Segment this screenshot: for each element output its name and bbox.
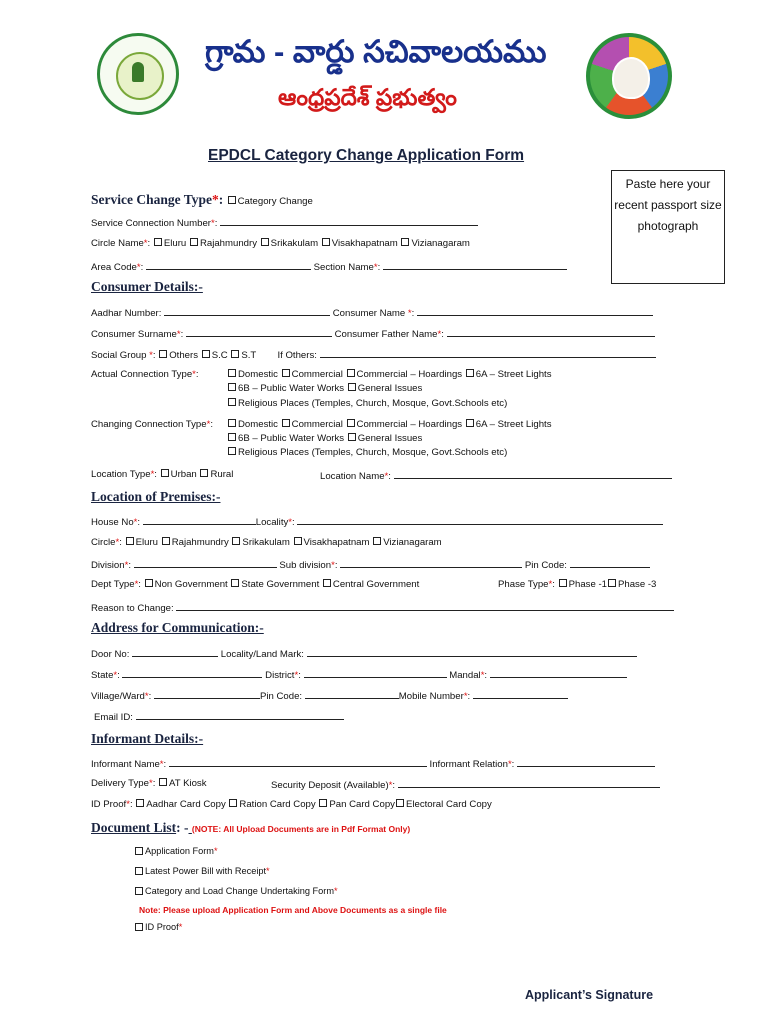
circle-eluru-checkbox[interactable] — [154, 238, 162, 246]
doc-id-proof-checkbox[interactable] — [135, 923, 143, 931]
premises-visakhapatnam-checkbox[interactable] — [294, 537, 302, 545]
house-no-row: House No*: Locality*: — [91, 515, 680, 528]
id-ration-checkbox[interactable] — [229, 799, 237, 807]
circle-srikakulam-checkbox[interactable] — [261, 238, 269, 246]
premises-circle-row: Circle*: Eluru Rajahmundry Srikakulam Visakhapatnam Vizianagaram — [91, 537, 442, 548]
division-row: Division*: Sub division*: Pin Code: — [91, 558, 680, 571]
dept-nongov-checkbox[interactable] — [145, 579, 153, 587]
id-aadhar-checkbox[interactable] — [136, 799, 144, 807]
id-electoral-checkbox[interactable] — [396, 799, 404, 807]
actual-general-issues-checkbox[interactable] — [348, 383, 356, 391]
if-others-field[interactable] — [320, 348, 656, 358]
doc-item-id-proof: ID Proof* — [134, 922, 680, 932]
informant-relation-field[interactable] — [517, 757, 655, 767]
navaratnalu-logo — [586, 33, 672, 119]
address-heading: Address for Communication:- — [91, 620, 264, 635]
division-field[interactable] — [134, 558, 277, 568]
security-deposit-field[interactable] — [398, 778, 660, 788]
category-change-checkbox[interactable] — [228, 196, 236, 204]
circle-name-row: Circle Name*: Eluru Rajahmundry Srikakulam Visakhapatnam Vizianagaram — [91, 238, 470, 249]
premises-pin-field[interactable] — [570, 558, 650, 568]
actual-domestic-checkbox[interactable] — [228, 369, 236, 377]
premises-srikakulam-checkbox[interactable] — [232, 537, 240, 545]
grama-ward-sachivalayam-title: గ్రామ - వార్డు సచివాలయము — [205, 34, 547, 69]
landmark-field[interactable] — [307, 647, 637, 657]
aadhar-row: Aadhar Number: Consumer Name *: — [91, 306, 680, 319]
actual-connection-options: Domestic Commercial Commercial – Hoardings 6A – Street Lights — [227, 369, 680, 380]
actual-commercial-checkbox[interactable] — [282, 369, 290, 377]
doc-item-undertaking: Category and Load Change Undertaking Form* — [134, 886, 680, 896]
id-pan-checkbox[interactable] — [319, 799, 327, 807]
village-row: Village/Ward*: Pin Code: Mobile Number*: — [91, 689, 680, 702]
security-deposit-row: Security Deposit (Available)*: — [271, 778, 680, 791]
changing-domestic-checkbox[interactable] — [228, 419, 236, 427]
document-list-heading: Document List: - (NOTE: All Upload Documents are in Pdf Format Only) — [91, 820, 411, 835]
premises-eluru-checkbox[interactable] — [126, 537, 134, 545]
doc-item-power-bill: Latest Power Bill with Receipt* — [134, 866, 680, 876]
changing-hoardings-checkbox[interactable] — [347, 419, 355, 427]
door-no-row: Door No: Locality/Land Mark: — [91, 647, 680, 660]
doc-item-application: Application Form* — [134, 846, 680, 856]
circle-rajahmundry-checkbox[interactable] — [190, 238, 198, 246]
premises-vizianagaram-checkbox[interactable] — [373, 537, 381, 545]
location-name-row: Location Name*: — [320, 469, 680, 482]
door-no-field[interactable] — [132, 647, 218, 657]
consumer-details-heading: Consumer Details:- — [91, 279, 203, 294]
state-row: State*: District*: Mandal*: — [91, 668, 680, 681]
address-pin-field[interactable] — [305, 689, 399, 699]
father-name-field[interactable] — [447, 327, 655, 337]
changing-religious-checkbox[interactable] — [228, 447, 236, 455]
service-connection-row: Service Connection Number*: — [91, 216, 680, 229]
section-name-field[interactable] — [383, 260, 567, 270]
id-proof-row: ID Proof*: Aadhar Card Copy Ration Card Copy Pan Card Copy Electoral Card Copy — [91, 799, 492, 810]
changing-connection-row: Changing Connection Type*: — [91, 419, 213, 430]
phase-type-row: Phase Type*: Phase -1 Phase -3 — [498, 579, 657, 590]
delivery-kiosk-checkbox[interactable] — [159, 778, 167, 786]
consumer-name-field[interactable] — [417, 306, 653, 316]
location-urban-checkbox[interactable] — [161, 469, 169, 477]
actual-connection-row: Actual Connection Type*: — [91, 369, 199, 380]
social-st-checkbox[interactable] — [231, 350, 239, 358]
social-others-checkbox[interactable] — [159, 350, 167, 358]
circle-vizianagaram-checkbox[interactable] — [401, 238, 409, 246]
actual-street-lights-checkbox[interactable] — [466, 369, 474, 377]
circle-visakhapatnam-checkbox[interactable] — [322, 238, 330, 246]
changing-commercial-checkbox[interactable] — [282, 419, 290, 427]
phase-3-checkbox[interactable] — [608, 579, 616, 587]
doc-application-checkbox[interactable] — [135, 847, 143, 855]
village-field[interactable] — [154, 689, 260, 699]
location-type-row: Location Type*: Urban Rural — [91, 469, 234, 480]
house-no-field[interactable] — [143, 515, 256, 525]
changing-connection-options: Domestic Commercial Commercial – Hoardings 6A – Street Lights — [227, 419, 680, 430]
actual-connection-options-2: 6B – Public Water Works General Issues — [227, 383, 680, 394]
mandal-field[interactable] — [490, 668, 627, 678]
state-emblem-logo — [97, 33, 179, 115]
changing-connection-options-2: 6B – Public Water Works General Issues — [227, 433, 680, 444]
surname-row: Consumer Surname*: Consumer Father Name*: — [91, 327, 680, 340]
actual-connection-options-3: Religious Places (Temples, Church, Mosque, Govt.Schools etc) — [227, 398, 680, 409]
delivery-type-row: Delivery Type*: AT Kiosk — [91, 778, 207, 789]
informant-name-row: Informant Name*: Informant Relation*: — [91, 757, 680, 770]
actual-religious-checkbox[interactable] — [228, 398, 236, 406]
service-connection-field[interactable] — [220, 216, 478, 226]
consumer-surname-field[interactable] — [186, 327, 332, 337]
andhra-pradesh-government-title: ఆంధ్రప్రదేశ్ ప్రభుత్వం — [278, 84, 457, 110]
pdf-format-note: (NOTE: All Upload Documents are in Pdf Format Only) — [191, 824, 411, 834]
changing-general-issues-checkbox[interactable] — [348, 433, 356, 441]
changing-connection-options-3: Religious Places (Temples, Church, Mosque, Govt.Schools etc) — [227, 447, 680, 458]
social-sc-checkbox[interactable] — [202, 350, 210, 358]
phase-1-checkbox[interactable] — [559, 579, 567, 587]
service-change-type-label: Service Change Type*: Category Change — [91, 192, 313, 207]
aadhar-field[interactable] — [164, 306, 330, 316]
doc-power-bill-checkbox[interactable] — [135, 867, 143, 875]
premises-heading: Location of Premises:- — [91, 489, 221, 504]
dept-central-checkbox[interactable] — [323, 579, 331, 587]
mobile-field[interactable] — [473, 689, 568, 699]
photo-box[interactable]: Paste here your recent passport size photograph — [611, 170, 725, 284]
location-rural-checkbox[interactable] — [200, 469, 208, 477]
area-code-field[interactable] — [146, 260, 311, 270]
informant-heading: Informant Details:- — [91, 731, 204, 746]
email-row: Email ID: — [94, 710, 680, 723]
premises-rajahmundry-checkbox[interactable] — [162, 537, 170, 545]
sub-division-field[interactable] — [340, 558, 522, 568]
state-field[interactable] — [122, 668, 262, 678]
reason-field[interactable] — [176, 601, 674, 611]
email-field[interactable] — [136, 710, 344, 720]
dept-state-checkbox[interactable] — [231, 579, 239, 587]
area-code-row: Area Code*: Section Name*: — [91, 260, 680, 273]
applicant-signature-label: Applicant’s Signature — [525, 988, 654, 1002]
actual-hoardings-checkbox[interactable] — [347, 369, 355, 377]
form-title: EPDCL Category Change Application Form — [208, 147, 525, 164]
district-field[interactable] — [304, 668, 447, 678]
social-group-row: Social Group *: Others S.C S.T If Others: — [91, 348, 680, 361]
doc-undertaking-checkbox[interactable] — [135, 887, 143, 895]
informant-name-field[interactable] — [169, 757, 427, 767]
locality-field[interactable] — [297, 515, 663, 525]
changing-water-works-checkbox[interactable] — [228, 433, 236, 441]
reason-row: Reason to Change: — [91, 601, 680, 614]
actual-water-works-checkbox[interactable] — [228, 383, 236, 391]
changing-street-lights-checkbox[interactable] — [466, 419, 474, 427]
single-file-note: Note: Please upload Application Form and Above Documents as a single file — [139, 905, 447, 915]
location-name-field[interactable] — [394, 469, 672, 479]
dept-type-row: Dept Type*: Non Government State Government Central Government — [91, 579, 420, 590]
